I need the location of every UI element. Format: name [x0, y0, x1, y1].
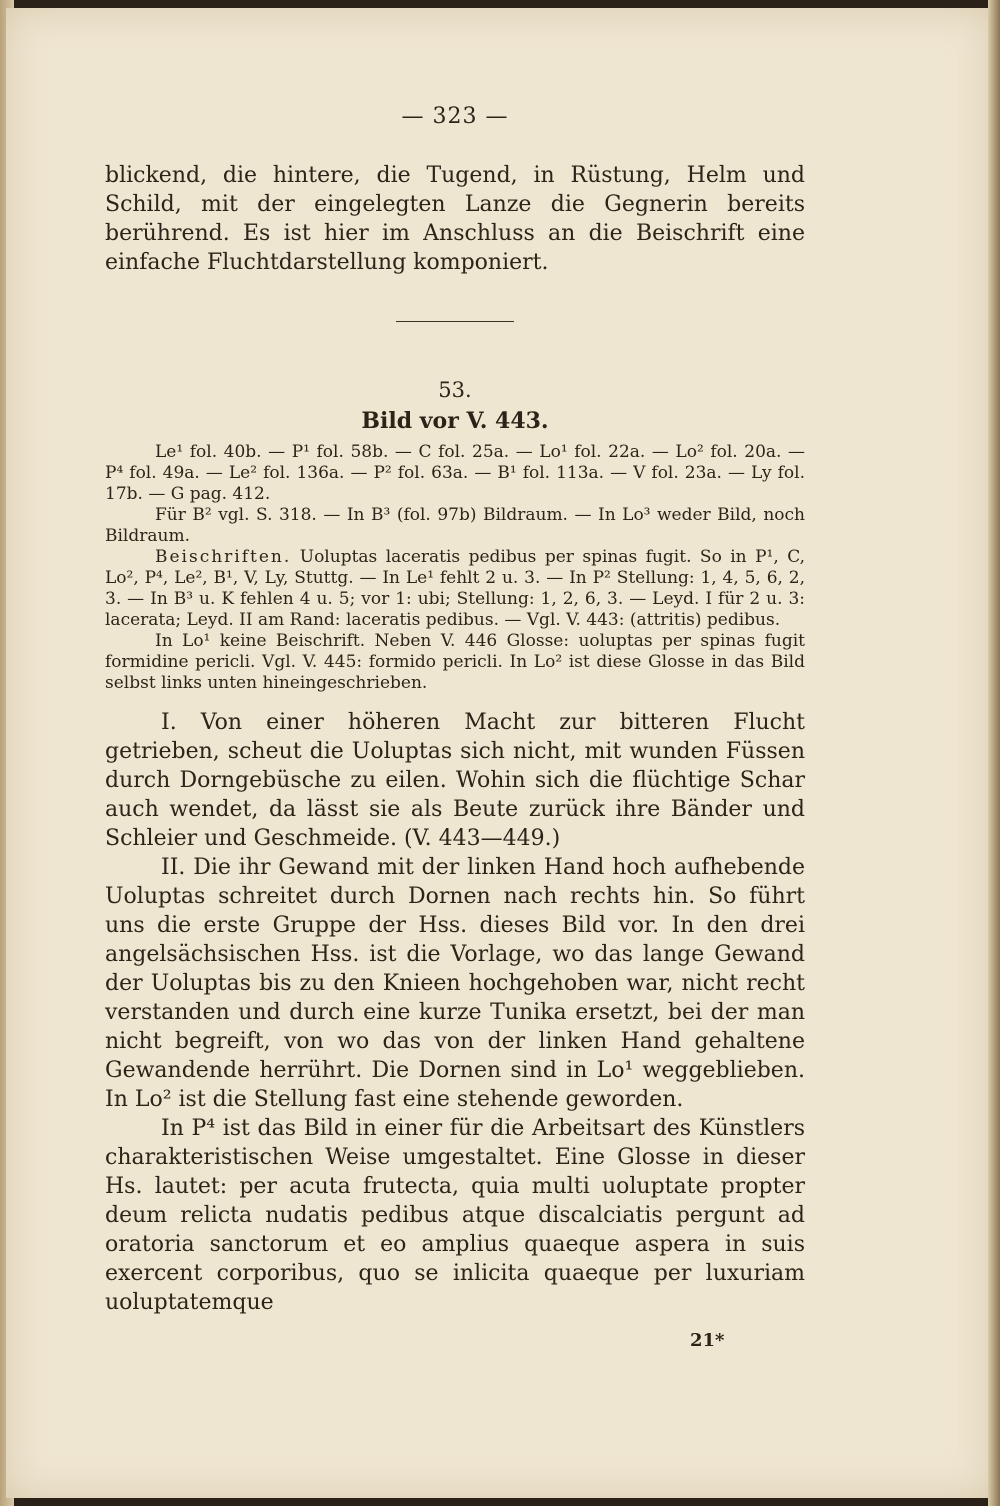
- page-content: [105, 104, 805, 1317]
- beischriften-text: Uoluptas laceratis pedibus per spinas fugit. So in P¹, C, Lo², P⁴, Le², B¹, V, Ly, Stuttg. — In Le¹ fehlt 2 u. 3. — In P² Stellung: 1, 4, 5, 6, 2, 3. — In B³ u. K fehlen 4 u. 5; vor 1: ubi; Stellung: 1, 2, 6, 3. — Leyd. I für 2 u. 3: lacerata; Leyd. II am Rand: laceratis pedibus. — Vgl. V. 443: (attritis) pedibus.: [105, 547, 805, 630]
- beischriften-label: Beischriften.: [155, 547, 292, 567]
- body-text: [105, 708, 805, 1317]
- manuscript-note: In Lo¹ keine Beischrift. Neben V. 446 Glosse: uoluptas per spinas fugit formidine pericli. Vgl. V. 445: formido pericli. In Lo² ist diese Glosse in das Bild selbst links unten hineingeschrieben.: [105, 631, 805, 693]
- manuscript-note: Le¹ fol. 40b. — P¹ fol. 58b. — C fol. 25a. — Lo¹ fol. 22a. — Lo² fol. 20a. — P⁴ fol. 49a. — Le² fol. 136a. — P² fol. 63a. — B¹ fol. 113a. — V fol. 23a. — Ly fol. 17b. — G pag. 412.: [105, 442, 805, 504]
- section-title: Bild vor V. 443.: [361, 408, 549, 434]
- manuscript-note: Für B² vgl. S. 318. — In B³ (fol. 97b) Bildraum. — In Lo³ weder Bild, noch Bildraum.: [105, 505, 805, 546]
- body-paragraph: In P⁴ ist das Bild in einer für die Arbeitsart des Künstlers charakteristischen Weise umgestaltet. Eine Glosse in dieser Hs. lautet: per acuta frutecta, quia multi uoluptate propter deum relicta nudatis pedibus atque discalciatis pergunt ad oratoria sanctorum et eo amplius quaeque aspera in suis exercent corporibus, quo se inlicita quaeque per luxuriam uoluptatemque: [105, 1116, 805, 1315]
- opening-paragraph: blickend, die hintere, die Tugend, in Rüstung, Helm und Schild, mit der eingelegten Lanze die Gegnerin bereits berührend. Es ist hier im Anschluss an die Beischrift eine einfache Fluchtdarstellung komponiert.: [105, 163, 805, 275]
- page-number: — 323 —: [401, 104, 509, 129]
- body-paragraph: II. Die ihr Gewand mit der linken Hand hoch aufhebende Uoluptas schreitet durch Dornen nach rechts hin. So führt uns die erste Gruppe der Hss. dieses Bild vor. In den drei angelsächsischen Hss. ist die Vorlage, wo das lange Gewand der Uoluptas bis zu den Knieen hochgehoben war, nicht recht verstanden und durch eine kurze Tunika ersetzt, bei der man nicht begreift, von wo das von der linken Hand gehaltene Gewandende herrührt. Die Dornen sind in Lo¹ weggeblieben. In Lo² ist die Stellung fast eine stehende geworden.: [105, 855, 805, 1112]
- right-page-edge: [988, 0, 1000, 1506]
- section-number: 53.: [438, 378, 472, 402]
- beischriften-note: [105, 547, 805, 631]
- body-paragraph: I. Von einer höheren Macht zur bitteren Flucht getrieben, scheut die Uoluptas sich nicht, mit wunden Füssen durch Dorngebüsche zu eilen. Wohin sich die flüchtige Schar auch wendet, da lässt sie als Beute zurück ihre Bänder und Schleier und Geschmeide. (V. 443—449.): [105, 710, 805, 851]
- signature-mark: 21*: [690, 1330, 725, 1351]
- section-divider: [396, 321, 514, 322]
